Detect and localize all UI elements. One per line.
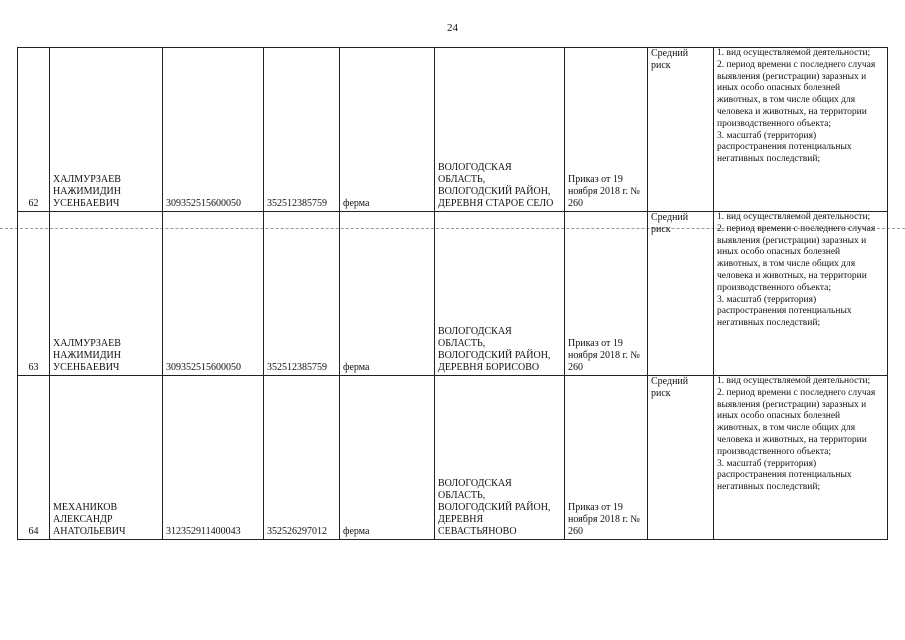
inn-cell: 352526297012 — [264, 376, 340, 540]
criteria-item: 2. период времени с последнего случая выявления (регистрации) заразных и иных особо опасных болезней животных, в том числе общих для человека и животных, на территории производственного объекта; — [717, 223, 876, 293]
criteria-item: 1. вид осуществляемой деятельности; — [717, 212, 871, 222]
object-type-cell: ферма — [340, 48, 435, 212]
entity-name: ХАЛМУРЗАЕВ НАЖИМИДИН УСЕНБАЕВИЧ — [50, 48, 163, 212]
ogrn-cell: 309352515600050 — [163, 212, 264, 376]
risk-criteria-cell — [714, 212, 888, 376]
entity-name: МЕХАНИКОВ АЛЕКСАНДР АНАТОЛЬЕВИЧ — [50, 376, 163, 540]
object-type-cell: ферма — [340, 376, 435, 540]
object-type-cell: ферма — [340, 212, 435, 376]
address-cell: ВОЛОГОДСКАЯ ОБЛАСТЬ, ВОЛОГОДСКИЙ РАЙОН, ДЕРЕВНЯ БОРИСОВО — [435, 212, 565, 376]
criteria-item: 2. период времени с последнего случая выявления (регистрации) заразных и иных особо опасных болезней животных, в том числе общих для человека и животных, на территории производственного объекта; — [717, 59, 876, 129]
inn-cell: 352512385759 — [264, 212, 340, 376]
address-cell: ВОЛОГОДСКАЯ ОБЛАСТЬ, ВОЛОГОДСКИЙ РАЙОН, ДЕРЕВНЯ СЕВАСТЬЯНОВО — [435, 376, 565, 540]
page-number: 24 — [447, 22, 458, 34]
inn-cell: 352512385759 — [264, 48, 340, 212]
criteria-item: 3. масштаб (территория) распространения потенциальных негативных последствий; — [717, 458, 852, 493]
row-number: 62 — [18, 48, 50, 212]
table-row — [18, 212, 888, 376]
risk-criteria-cell — [714, 376, 888, 540]
criteria-item: 1. вид осуществляемой деятельности; — [717, 48, 871, 58]
order-cell: Приказ от 19 ноября 2018 г. № 260 — [565, 376, 648, 540]
order-cell: Приказ от 19 ноября 2018 г. № 260 — [565, 212, 648, 376]
table-row — [18, 48, 888, 212]
table-row — [18, 376, 888, 540]
risk-category-cell: Средний риск — [648, 376, 714, 540]
risk-criteria-cell — [714, 48, 888, 212]
ogrn-cell: 309352515600050 — [163, 48, 264, 212]
row-number: 63 — [18, 212, 50, 376]
criteria-item: 3. масштаб (территория) распространения потенциальных негативных последствий; — [717, 294, 852, 329]
criteria-item: 1. вид осуществляемой деятельности; — [717, 376, 871, 386]
criteria-item: 2. период времени с последнего случая выявления (регистрации) заразных и иных особо опасных болезней животных, в том числе общих для человека и животных, на территории производственного объекта; — [717, 387, 876, 457]
order-cell: Приказ от 19 ноября 2018 г. № 260 — [565, 48, 648, 212]
address-cell: ВОЛОГОДСКАЯ ОБЛАСТЬ, ВОЛОГОДСКИЙ РАЙОН, ДЕРЕВНЯ СТАРОЕ СЕЛО — [435, 48, 565, 212]
entity-name: ХАЛМУРЗАЕВ НАЖИМИДИН УСЕНБАЕВИЧ — [50, 212, 163, 376]
registry-table — [17, 47, 888, 540]
risk-category-cell: Средний риск — [648, 212, 714, 376]
ogrn-cell: 312352911400043 — [163, 376, 264, 540]
row-number: 64 — [18, 376, 50, 540]
criteria-item: 3. масштаб (территория) распространения потенциальных негативных последствий; — [717, 130, 852, 165]
risk-category-cell: Средний риск — [648, 48, 714, 212]
